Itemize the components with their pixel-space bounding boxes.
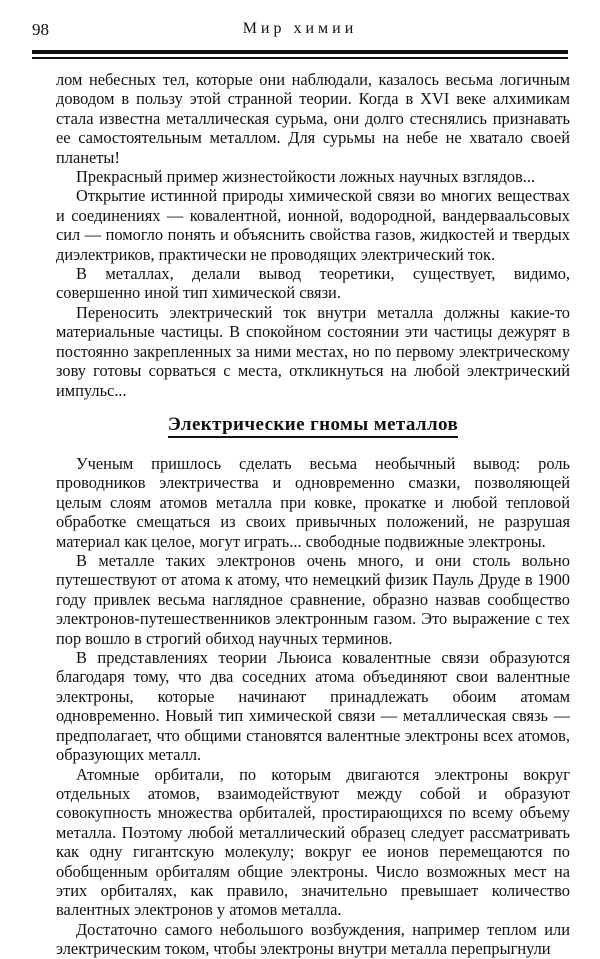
paragraph: Ученым пришлось сделать весьма необычный вывод: роль проводников электричества и одновременно смазки, позволяющей целым слоям атомов металла при ковке, прокатке и любой тепловой обработке смещаться из своих привычных положений, не разрушая материал как целое, могут играть... свободные подвижные электроны. bbox=[56, 454, 570, 551]
paragraph: В представлениях теории Льюиса ковалентные связи образуются благодаря тому, что два соседних атома объединяют свои валентные электроны, которые начинают принадлежать обоим атомам одновременно. Новый тип химической связи — металлическая связь — предполагает, что общими становятся валентные электроны всех атомов, образующих металл. bbox=[56, 648, 570, 765]
running-head bbox=[32, 20, 568, 46]
paragraph: Прекрасный пример жизнестойкости ложных научных взглядов... bbox=[76, 167, 536, 187]
text-block-after-heading bbox=[56, 454, 570, 959]
section-heading bbox=[56, 414, 570, 436]
paragraph: В металле таких электронов очень много, и они столь вольно путешествуют от атома к атому, что немецкий физик Пауль Друде в 1900 году привлек весьма наглядное сравнение, образно назвав сообщество электронов-путешественников электронным газом. Это выражение с тех пор вошло в строгий обиход научных терминов. bbox=[56, 551, 570, 648]
paragraph: Переносить электрический ток внутри металла должны какие-то материальные частицы. В спокойном состоянии эти частицы дежурят в постоянно закрепленных за ними местах, но по первому электрическому зову готовы сорваться с места, откликнуться на любой электрический импульс... bbox=[56, 302, 570, 400]
paragraph: Атомные орбитали, по которым двигаются электроны вокруг отдельных атомов, взаимодействуют между собой и образуют совокупность множества орбиталей, простирающихся по всему объему металла. Поэтому любой металлический образец следует рассматривать как одну гигантскую молекулу; вокруг ее ионов перемещаются по обобщенным орбиталям общие электроны. Число возможных мест на этих орбиталях, как правило, значительно превышает количество валентных электронов у атомов металла. bbox=[56, 764, 570, 920]
section-heading-text: Электрические гномы металлов bbox=[168, 414, 458, 438]
journal-title: Мир химии bbox=[242, 20, 358, 37]
paragraph-continued: лом небесных тел, которые они наблюдали, казалось весьма логичным доводом в пользу этой странной теории. Когда в XVI веке алхимикам стала известна металлическая сурьма, они долго стеснялись признавать ее самостоятельным металлом. Для сурьмы на небе не хватало своей планеты! bbox=[56, 70, 570, 167]
paragraph: В металлах, делали вывод теоретики, существует, видимо, совершенно иной тип химической связи. bbox=[56, 264, 570, 303]
paragraph: Открытие истинной природы химической связи во многих веществах и соединениях — ковалентной, ионной, водородной, вандерваальсовых сил — помогло понять и объяснить свойства газов, жидкостей и твердых диэлектриков, практически не проводящих электрический ток. bbox=[56, 186, 570, 264]
text-block-before-heading bbox=[56, 70, 570, 400]
header-rule-thin bbox=[32, 57, 568, 59]
paragraph: Достаточно самого небольшого возбуждения, например теплом или электрическим током, чтобы электроны внутри металла перепрыгнули bbox=[56, 919, 570, 959]
page-number: 98 bbox=[32, 20, 49, 39]
header-rule-thick bbox=[32, 50, 568, 54]
